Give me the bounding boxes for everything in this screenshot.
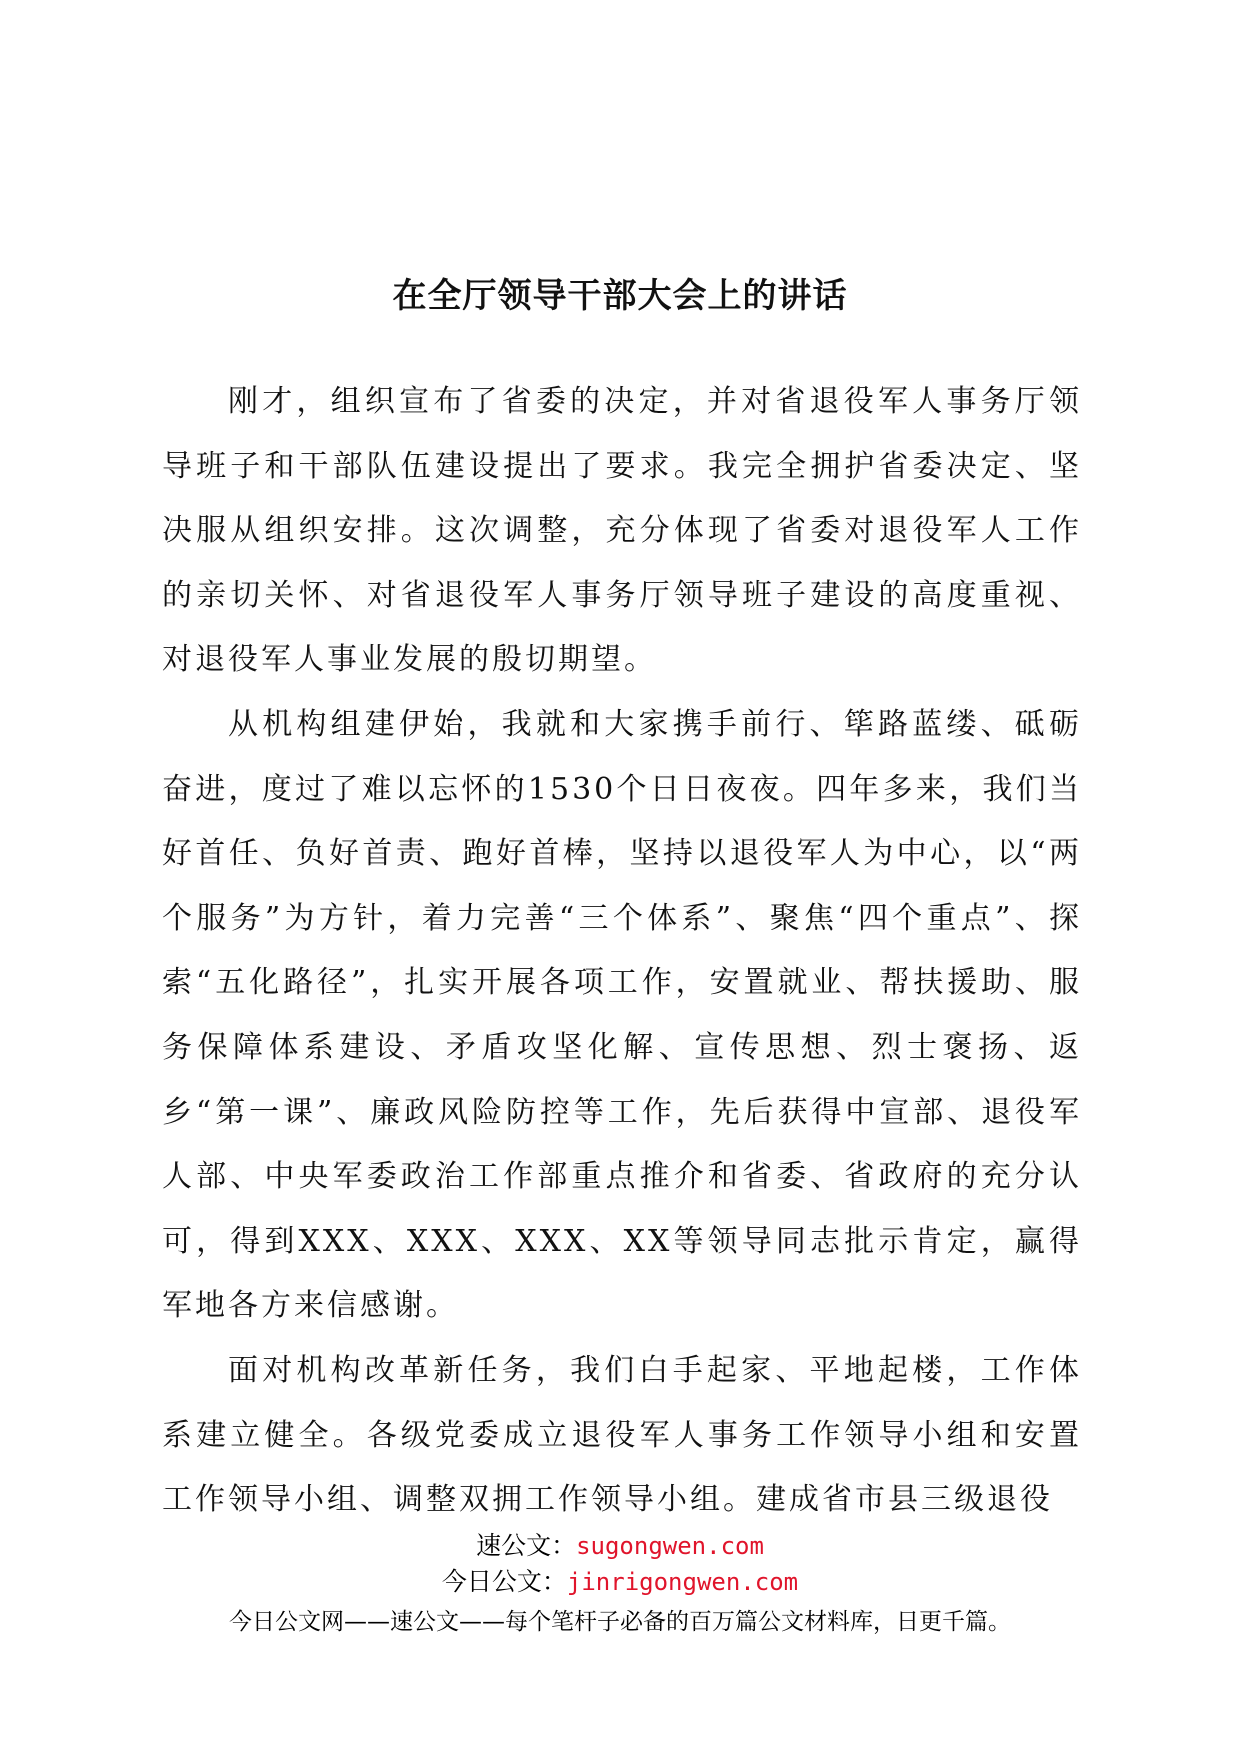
footer-line-sugongwen bbox=[0, 1528, 1240, 1564]
document-body bbox=[162, 370, 1082, 1533]
footer-label-jinrigongwen: 今日公文： bbox=[441, 1567, 567, 1596]
jinrigongwen-link[interactable]: jinrigongwen.com bbox=[566, 1568, 799, 1596]
footer-line-jinrigongwen bbox=[0, 1564, 1240, 1600]
paragraph-3: 面对机构改革新任务，我们白手起家、平地起楼，工作体系建立健全。各级党委成立退役军人事务工作领导小组和安置工作领导小组、调整双拥工作领导小组。建成省市县三级退役 bbox=[162, 1352, 1082, 1518]
footer-slogan: 今日公文网——速公文——每个笔杆子必备的百万篇公文材料库，日更千篇。 bbox=[229, 1609, 1011, 1635]
footer-label-sugongwen: 速公文： bbox=[476, 1531, 577, 1560]
paragraph-1: 刚才，组织宣布了省委的决定，并对省退役军人事务厅领导班子和干部队伍建设提出了要求。我完全拥护省委决定、坚决服从组织安排。这次调整，充分体现了省委对退役军人工作的亲切关怀、对省退役军人事务厅领导班子建设的高度重视、对退役军人事业发展的殷切期望。 bbox=[162, 384, 1082, 678]
document-title: 在全厅领导干部大会上的讲话 bbox=[392, 276, 848, 316]
sugongwen-link[interactable]: sugongwen.com bbox=[576, 1532, 764, 1560]
paragraph-2: 从机构组建伊始，我就和大家携手前行、筚路蓝缕、砥砺奋进，度过了难以忘怀的1530个日日夜夜。四年多来，我们当好首任、负好首责、跑好首棒，坚持以退役军人为中心，以“两个服务”为方针，着力完善“三个体系”、聚焦“四个重点”、探索“五化路径”，扎实开展各项工作，安置就业、帮扶援助、服务保障体系建设、矛盾攻坚化解、宣传思想、烈士褒扬、返乡“第一课”、廉政风险防控等工作，先后获得中宣部、退役军人部、中央军委政治工作部重点推介和省委、省政府的充分认可，得到XXX、XXX、XXX、XX等领导同志批示肯定，赢得军地各方来信感谢。 bbox=[162, 706, 1082, 1324]
footer-watermark bbox=[0, 1528, 1240, 1640]
